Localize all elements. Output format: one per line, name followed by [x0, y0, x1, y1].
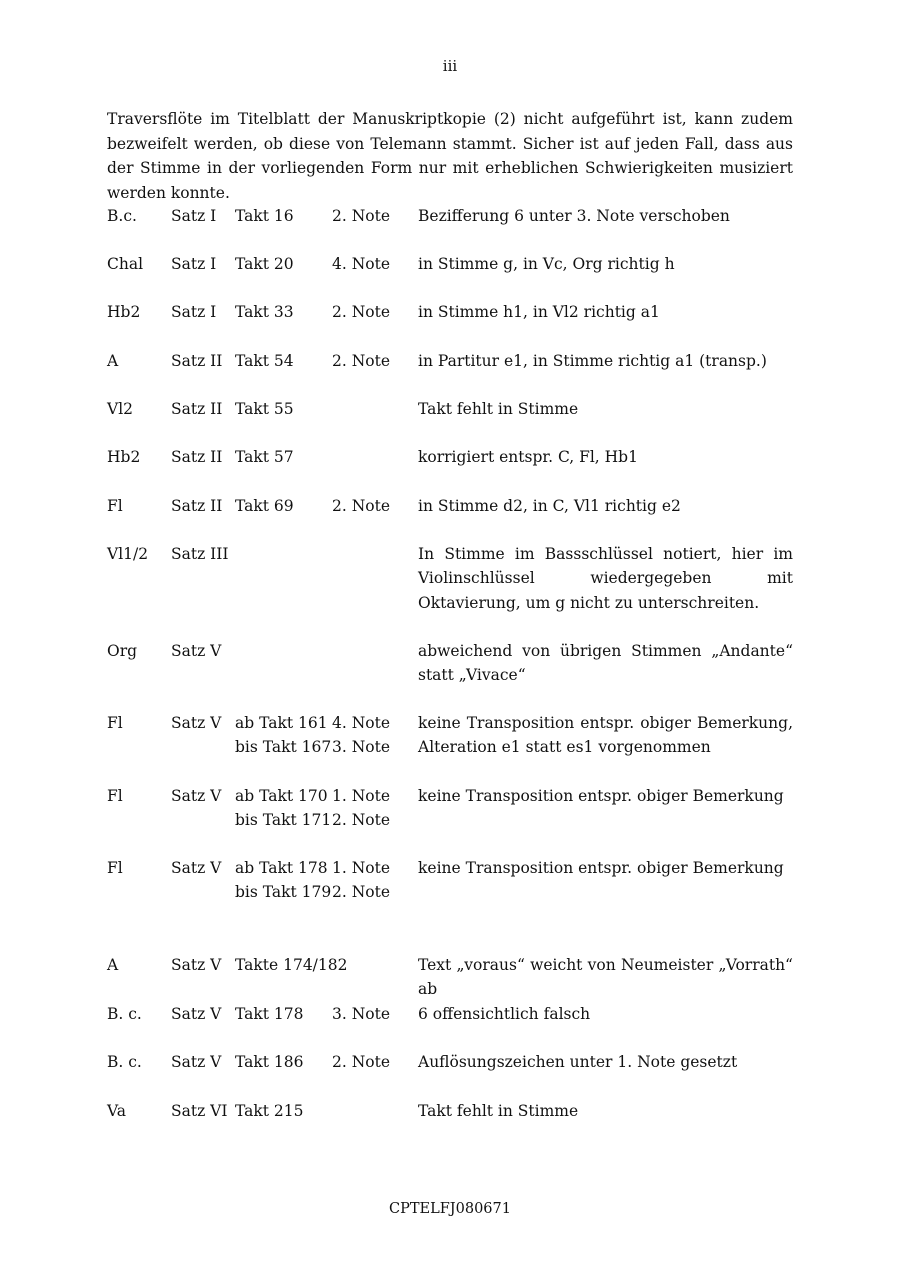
bar-cell [235, 252, 331, 276]
movement-cell: Satz II [171, 352, 223, 370]
voice-cell: Chal [107, 255, 144, 273]
movement-cell: Satz V [171, 642, 222, 660]
voice-cell: B.c. [107, 207, 137, 225]
remark-cell: in Stimme h1, in Vl2 richtig a1 [418, 303, 660, 321]
bar-line: bis Takt 171 [235, 811, 332, 830]
remark-cell: abweichend von übrigen Stimmen „Andante“ statt „Vivace“ [418, 642, 793, 685]
bar-line: ab Takt 161 [235, 714, 328, 732]
bar-cell [235, 711, 331, 760]
voice-cell: Fl [107, 714, 123, 732]
voice-cell: Vl2 [107, 400, 134, 418]
remark-cell: in Stimme d2, in C, Vl1 richtig e2 [418, 497, 681, 515]
bar-line: ab Takt 170 [235, 787, 328, 805]
movement-cell: Satz II [171, 497, 223, 515]
note-line: 2. Note [332, 883, 391, 902]
note-cell [332, 494, 412, 518]
note-line: 4. Note [332, 714, 391, 732]
bar-line: bis Takt 167 [235, 738, 332, 757]
bar-line: Takt 57 [235, 448, 294, 466]
remark-cell: in Partitur e1, in Stimme richtig a1 (transp.) [418, 352, 767, 370]
movement-cell: Satz II [171, 448, 223, 466]
bar-line: Takt 20 [235, 255, 294, 273]
note-cell [332, 711, 412, 760]
bar-cell [235, 1050, 331, 1074]
voice-cell: Fl [107, 497, 123, 515]
bar-cell [235, 1099, 331, 1123]
voice-cell: Fl [107, 787, 123, 805]
bar-cell [235, 953, 348, 977]
movement-cell: Satz I [171, 255, 217, 273]
note-line: 3. Note [332, 1005, 391, 1023]
remark-cell: 6 offensichtlich falsch [418, 1005, 591, 1023]
bar-cell [235, 445, 331, 469]
note-line: 2. Note [332, 1053, 391, 1071]
intro-paragraph: Traversflöte im Titelblatt der Manuskriptkopie (2) nicht aufgeführt ist, kann zudem bezweifelt werden, ob diese von Telemann stammt. Sicher ist auf jeden Fall, dass aus der Stimme in der vorliegenden Form nur mit erheblichen Schwierigkeiten musiziert werden konnte. [107, 110, 793, 202]
voice-cell: B. c. [107, 1005, 142, 1023]
bar-line: Takt 54 [235, 352, 294, 370]
note-cell [332, 204, 412, 228]
note-cell [332, 1050, 412, 1074]
movement-cell: Satz III [171, 545, 229, 563]
voice-cell: Fl [107, 859, 123, 877]
note-cell [332, 856, 412, 905]
voice-cell: Hb2 [107, 303, 141, 321]
bar-line: Takte 174/182 [235, 956, 348, 974]
movement-cell: Satz V [171, 714, 222, 732]
remark-cell: korrigiert entspr. C, Fl, Hb1 [418, 448, 638, 466]
bar-cell [235, 1002, 331, 1026]
remark-cell: Takt fehlt in Stimme [418, 400, 579, 418]
movement-cell: Satz I [171, 303, 217, 321]
voice-cell: A [107, 352, 119, 370]
movement-cell: Satz II [171, 400, 223, 418]
bar-cell [235, 856, 331, 905]
remark-cell: In Stimme im Bassschlüssel notiert, hier im Violinschlüssel wiedergegeben mit Oktavierung, um g nicht zu unterschreiten. [418, 545, 793, 612]
voice-cell: Org [107, 642, 138, 660]
bar-line: ab Takt 178 [235, 859, 328, 877]
remark-cell: Text „voraus“ weicht von Neumeister „Vorrath“ ab [418, 956, 793, 999]
bar-cell [235, 204, 331, 228]
remark-cell: Auflösungszeichen unter 1. Note gesetzt [418, 1053, 738, 1071]
voice-cell: Vl1/2 [107, 545, 149, 563]
bar-line: Takt 33 [235, 303, 294, 321]
bar-cell [235, 349, 331, 373]
movement-cell: Satz V [171, 1005, 222, 1023]
bar-line: Takt 178 [235, 1005, 304, 1023]
note-line: 3. Note [332, 738, 391, 757]
remark-cell: keine Transposition entspr. obiger Bemerkung [418, 787, 784, 805]
note-cell [332, 349, 412, 373]
voice-cell: A [107, 956, 119, 974]
movement-cell: Satz V [171, 787, 222, 805]
bar-cell [235, 494, 331, 518]
note-line: 1. Note [332, 859, 391, 877]
note-line: 2. Note [332, 811, 391, 830]
bar-line: Takt 55 [235, 400, 294, 418]
bar-line: Takt 16 [235, 207, 294, 225]
movement-cell: Satz V [171, 1053, 222, 1071]
note-line: 2. Note [332, 352, 391, 370]
voice-cell: B. c. [107, 1053, 142, 1071]
movement-cell: Satz I [171, 207, 217, 225]
remark-cell: Bezifferung 6 unter 3. Note verschoben [418, 207, 730, 225]
remark-cell: keine Transposition entspr. obiger Bemerkung [418, 859, 784, 877]
bar-line: Takt 186 [235, 1053, 304, 1071]
note-line: 2. Note [332, 497, 391, 515]
bar-line: Takt 69 [235, 497, 294, 515]
movement-cell: Satz VI [171, 1102, 228, 1120]
note-line: 2. Note [332, 207, 391, 225]
movement-cell: Satz V [171, 859, 222, 877]
bar-cell [235, 300, 331, 324]
note-line: 1. Note [332, 787, 391, 805]
movement-cell: Satz V [171, 956, 222, 974]
remark-cell: Takt fehlt in Stimme [418, 1102, 579, 1120]
voice-cell: Hb2 [107, 448, 141, 466]
bar-line: Takt 215 [235, 1102, 304, 1120]
remark-cell: in Stimme g, in Vc, Org richtig h [418, 255, 675, 273]
bar-cell [235, 784, 331, 833]
note-cell [332, 784, 412, 833]
note-line: 4. Note [332, 255, 391, 273]
note-line: 2. Note [332, 303, 391, 321]
page-number: iii [442, 57, 458, 75]
remark-cell: keine Transposition entspr. obiger Bemerkung, Alteration e1 statt es1 vorgenommen [418, 714, 793, 757]
note-cell [332, 252, 412, 276]
voice-cell: Va [107, 1102, 127, 1120]
note-cell [332, 300, 412, 324]
bar-cell [235, 397, 331, 421]
note-cell [332, 1002, 412, 1026]
document-id-footer: CPTELFJ080671 [389, 1201, 511, 1217]
bar-line: bis Takt 179 [235, 883, 332, 902]
